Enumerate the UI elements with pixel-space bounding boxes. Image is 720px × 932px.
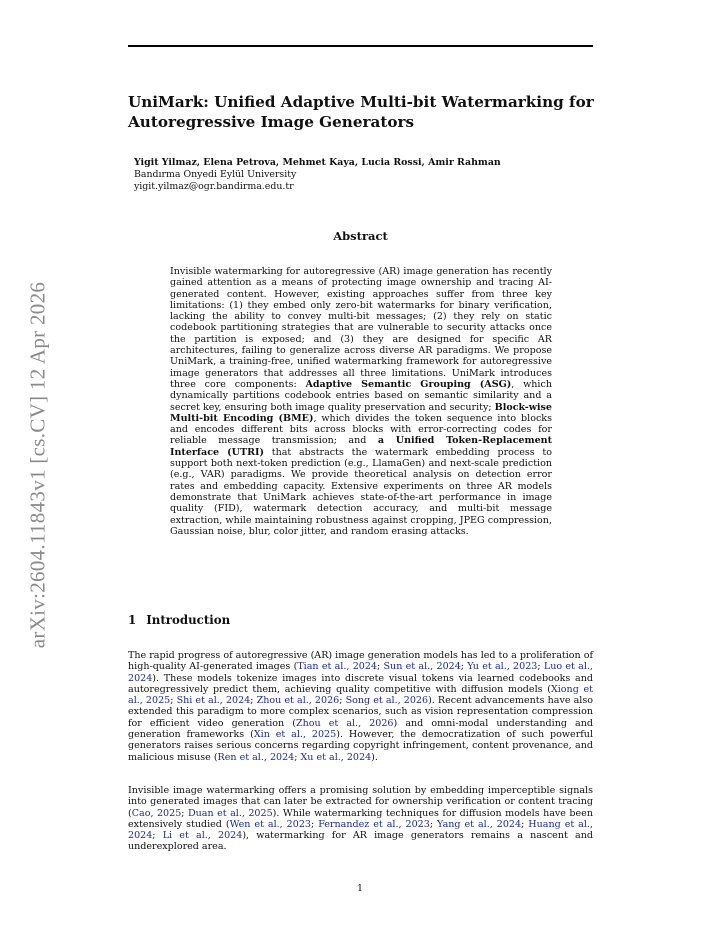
arxiv-identifier[interactable]: arXiv:2604.11843v1 [cs.CV] 12 Apr 2026 bbox=[25, 281, 50, 649]
citation-link[interactable]: Fernandez et al., 2023 bbox=[318, 818, 430, 830]
abstract-text bbox=[170, 266, 552, 537]
abstract-term-asg: Adaptive Semantic Grouping (ASG) bbox=[305, 378, 512, 390]
citation-link[interactable]: Tian et al., 2024 bbox=[297, 661, 378, 673]
paragraph-text: The rapid progress of autoregressive (AR) image generation models has led to a proliferation of high-quality AI-generated images ( bbox=[128, 650, 593, 673]
author-block bbox=[134, 157, 594, 193]
citation-link[interactable]: Yu et al., 2023 bbox=[467, 661, 538, 673]
paper-title: UniMark: Unified Adaptive Multi-bit Watermarking for Autoregressive Image Generators bbox=[128, 93, 594, 131]
author-email[interactable]: yigit.yilmaz@ogr.bandirma.edu.tr bbox=[134, 181, 294, 192]
intro-paragraph-1: The rapid progress of autoregressive (AR) image generation models has led to a proliferation of high-quality AI-generated images (Tian et al., 2024; Sun et al., 2024; Yu et al., 2023; Luo et al., 2024). These models tokenize images into discrete visual tokens via learned codebooks and autoregressively predict them, achieving quality competitive with diffusion models (Xiong et al., 2025; Shi et al., 2024; Zhou et al., 2026; Song et al., 2026). Recent advancements have also extended this paradigm to more complex scenarios, such as vision representation compression for efficient video generation (Zhou et al., 2026) and omni-modal understanding and generation frameworks (Xin et al., 2025). However, the democratization of such powerful generators raises serious concerns regarding copyright infringement, content provenance, and malicious misuse (Ren et al., 2024; Xu et al., 2024). bbox=[128, 650, 594, 763]
paragraph-text: ). However, the democratization of such powerful generators raises serious concerns regarding copyright infringement, content provenance, and malicious misuse ( bbox=[128, 729, 594, 763]
top-rule bbox=[128, 45, 593, 47]
citation-link[interactable]: Li et al., 2024 bbox=[162, 830, 243, 842]
author-affiliation: Bandırma Onyedi Eylül University bbox=[134, 169, 297, 180]
citation-link[interactable]: Xin et al., 2025 bbox=[253, 729, 337, 741]
citation-link[interactable]: Duan et al., 2025 bbox=[188, 807, 273, 819]
section-title: Introduction bbox=[146, 613, 231, 627]
citation-link[interactable]: Shi et al., 2024 bbox=[176, 695, 251, 707]
paragraph-text: ). These models tokenize images into discrete visual tokens via learned codebooks and autoregressively predict them, achieving quality competitive with diffusion models ( bbox=[128, 672, 593, 695]
abstract-text-part: , which dynamically partitions codebook entries based on semantic similarity and a secret key, ensuring both image quality preservation and security; bbox=[170, 378, 552, 413]
paragraph-text: ). While watermarking techniques for diffusion models have been extensively studied ( bbox=[128, 807, 593, 830]
paragraph-text: ). bbox=[371, 751, 378, 763]
citation-link[interactable]: Wen et al., 2023 bbox=[229, 818, 311, 830]
citation-link[interactable]: Xiong et al., 2025 bbox=[128, 683, 593, 707]
abstract-term-bme: Block-wise Multi-bit Encoding (BME) bbox=[170, 401, 553, 424]
abstract-text-part: that abstracts the watermark embedding process to support both next-token prediction (e.g., LlamaGen) and next-scale prediction (e.g., VAR) paradigms. We provide theoretical analysis on detection error rates and embedding capacity. Extensive experiments on three AR models demonstrate that UniMark achieves state-of-the-art performance in image quality (FID), watermark detection accuracy, and multi-bit message extraction, while maintaining robustness against cropping, JPEG compression, Gaussian noise, blur, color jitter, and random erasing attacks. bbox=[170, 446, 552, 537]
citation-link[interactable]: Yang et al., 2024 bbox=[437, 818, 522, 830]
abstract-text-part: , which divides the token sequence into blocks and encodes different bits across blocks with error-correcting codes for reliable message transmission; and bbox=[170, 412, 552, 447]
page-number: 1 bbox=[356, 883, 364, 894]
citation-link[interactable]: Song et al., 2026 bbox=[345, 695, 429, 707]
section-heading bbox=[128, 613, 230, 627]
citation-link[interactable]: Sun et al., 2024 bbox=[383, 661, 461, 673]
citation-link[interactable]: Luo et al., 2024 bbox=[128, 661, 593, 684]
paragraph-text: ), watermarking for AR image generators remains a nascent and underexplored area. bbox=[128, 830, 593, 853]
abstract-text-part: Invisible watermarking for autoregressive (AR) image generation has recently gained attention as a means of protecting image ownership and tracing AI-generated content. However, existing approaches suffer from three key limitations: (1) they embed only zero-bit watermarks for binary verification, lacking the ability to convey multi-bit messages; (2) they rely on static codebook partitioning strategies that are vulnerable to security attacks once the partition is exposed; and (3) they are designed for specific AR architectures, failing to generalize across diverse AR paradigms. We propose UniMark, a training-free, unified watermarking framework for autoregressive image generators that addresses all three limitations. UniMark introduces three core components: bbox=[170, 266, 552, 390]
citation-link[interactable]: Zhou et al., 2026 bbox=[295, 717, 394, 729]
abstract-heading: Abstract bbox=[333, 229, 388, 243]
citation-link[interactable]: Cao, 2025 bbox=[131, 807, 182, 819]
citation-link[interactable]: Xu et al., 2024 bbox=[300, 751, 372, 763]
author-names: Yigit Yilmaz, Elena Petrova, Mehmet Kaya, Lucia Rossi, Amir Rahman bbox=[134, 157, 501, 168]
citation-link[interactable]: Huang et al., 2024 bbox=[128, 818, 593, 842]
citation-link[interactable]: Zhou et al., 2026 bbox=[256, 695, 340, 707]
citation-link[interactable]: Ren et al., 2024 bbox=[217, 751, 295, 763]
paragraph-text: Invisible image watermarking offers a promising solution by embedding imperceptible signals into generated images that can later be extracted for ownership verification or content tracing ( bbox=[128, 785, 593, 819]
abstract-term-utri: a Unified Token-Replacement Interface (UTRI) bbox=[170, 435, 552, 458]
section-number: 1 bbox=[128, 613, 137, 627]
intro-paragraph-2: Invisible image watermarking offers a promising solution by embedding imperceptible signals into generated images that can later be extracted for ownership verification or content tracing (Cao, 2025; Duan et al., 2025). While watermarking techniques for diffusion models have been extensively studied (Wen et al., 2023; Fernandez et al., 2023; Yang et al., 2024; Huang et al., 2024; Li et al., 2024), watermarking for AR image generators remains a nascent and underexplored area. bbox=[128, 785, 593, 853]
paragraph-text: ). Recent advancements have also extended this paradigm to more complex scenarios, such as vision representation compression for efficient video generation ( bbox=[128, 695, 593, 729]
paragraph-text: ) and omni-modal understanding and generation frameworks ( bbox=[128, 717, 593, 741]
